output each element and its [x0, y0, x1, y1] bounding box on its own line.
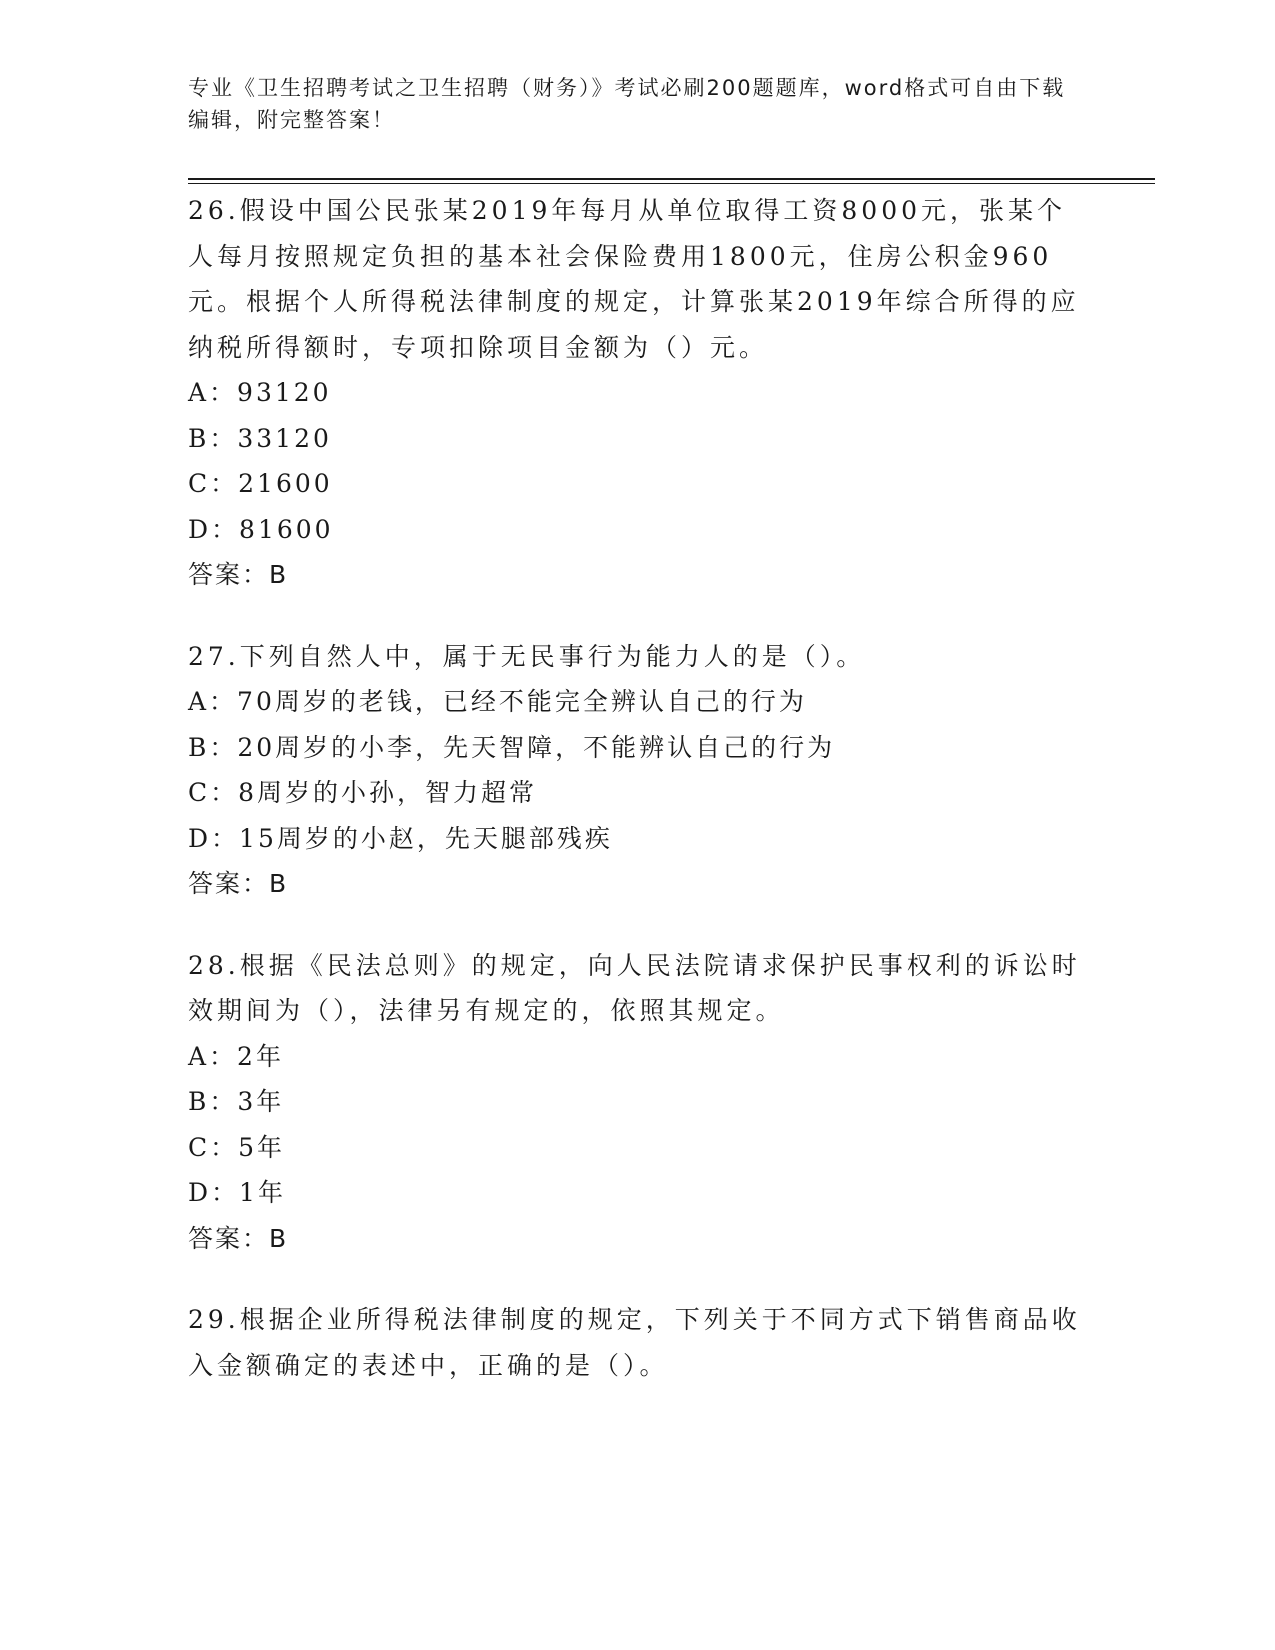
- option-b: B：33120: [188, 423, 332, 453]
- option-a: A：70周岁的老钱，已经不能完全辨认自己的行为: [188, 687, 807, 716]
- option-d: D：81600: [188, 514, 334, 544]
- question-26: [188, 188, 1088, 598]
- question-27: [188, 634, 1088, 907]
- option-a: A：2年: [188, 1041, 284, 1071]
- question-stem: 28.根据《民法总则》的规定，向人民法院请求保护民事权利的诉讼时效期间为（），法律另有规定的，依照其规定。: [188, 950, 1081, 1025]
- question-list: [188, 188, 1088, 1424]
- option-b: B：20周岁的小李，先天智障，不能辨认自己的行为: [188, 732, 836, 762]
- answer-line: 答案：B: [188, 1223, 289, 1253]
- option-a: A：93120: [188, 378, 332, 407]
- option-c: C：5年: [188, 1132, 286, 1162]
- question-29: [188, 1297, 1088, 1388]
- answer-line: 答案：B: [188, 869, 289, 898]
- question-stem: 27.下列自然人中，属于无民事行为能力人的是（）。: [188, 641, 866, 671]
- header-divider-thick: [188, 178, 1155, 180]
- option-c: C：21600: [188, 469, 333, 498]
- answer-line: 答案：B: [188, 560, 289, 589]
- question-28: [188, 943, 1088, 1262]
- question-stem: 26.假设中国公民张某2019年每月从单位取得工资8000元，张某个人每月按照规定负担的基本社会保险费用1800元，住房公积金960元。根据个人所得税法律制度的规定，计算张某2019年综合所得的应纳税所得额时，专项扣除项目金额为（）元。: [188, 196, 1080, 362]
- option-d: D：15周岁的小赵，先天腿部残疾: [188, 823, 613, 853]
- header-divider-thin: [188, 183, 1155, 184]
- document-header: 专业《卫生招聘考试之卫生招聘（财务）》考试必刷200题题库，word格式可自由下载编辑，附完整答案！: [188, 76, 1066, 132]
- option-d: D：1年: [188, 1178, 286, 1207]
- question-stem: 29.根据企业所得税法律制度的规定，下列关于不同方式下销售商品收入金额确定的表述中，正确的是（）。: [188, 1305, 1081, 1380]
- option-c: C：8周岁的小孙，智力超常: [188, 778, 538, 807]
- option-b: B：3年: [188, 1087, 285, 1116]
